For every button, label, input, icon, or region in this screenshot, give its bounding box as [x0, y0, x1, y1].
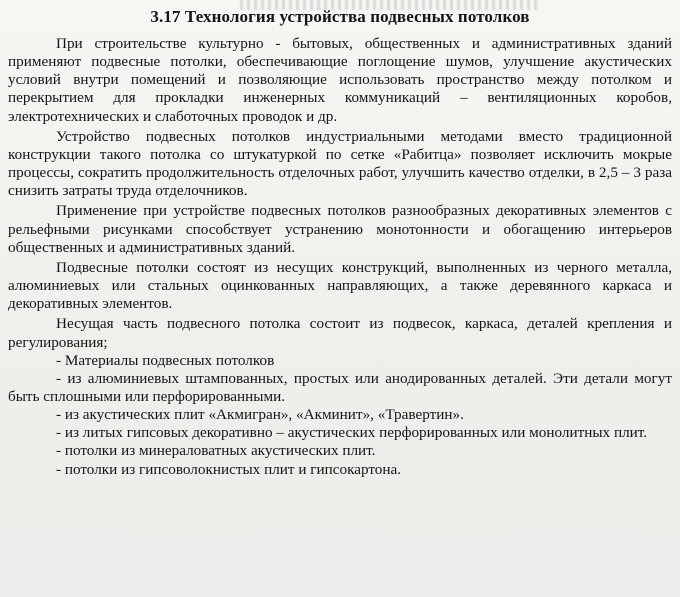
paragraph-1: При строительстве культурно - бытовых, общественных и административных зданий применяют подвесные потолки, обеспечивающие поглощение шумов, улучшение акустических условий внутри помещений и позволяющие использовать пространство между потолком и перекрытием для прокладки инженерных коммуникаций – вентиляционных коробов, электротехнических и слаботочных проводок и др.: [8, 35, 672, 125]
section-title: 3.17 Технология устройства подвесных потолков: [150, 7, 530, 26]
list-item-6: - потолки из гипсоволокнистых плит и гипсокартона.: [56, 460, 402, 478]
list-item-3: - из акустических плит «Акмигран», «Акминит», «Травертин».: [56, 406, 464, 424]
paragraph-5: Несущая часть подвесного потолка состоит из подвесок, каркаса, деталей крепления и регулирования;: [8, 315, 672, 351]
paragraph-3: Применение при устройстве подвесных потолков разнообразных декоративных элементов с рельефными рисунками способствует устранению монотонности и обогащению интерьеров общественных и административных зданий.: [8, 202, 672, 256]
paragraph-2: Устройство подвесных потолков индустриальными методами вместо традиционной конструкции такого потолка со штукатуркой по сетке «Рабитца» позволяет исключить мокрые процессы, сократить продолжительность отделочных работ, улучшить качество отделки, в 2,5 – 3 раза снизить затраты труда отделочников.: [8, 127, 672, 200]
list-item-2: - из алюминиевых штампованных, простых или анодированных деталей. Эти детали могут быть сплошными или перфорированными.: [8, 369, 672, 405]
paragraph-4: Подвесные потолки состоят из несущих конструкций, выполненных из черного металла, алюминиевых или стальных оцинкованных направляющих, а также деревянного каркаса и декоративных элементов.: [8, 258, 672, 313]
body-text: [8, 35, 672, 479]
document-content: [8, 7, 672, 479]
list-item-5: - потолки из минераловатных акустических плит.: [56, 442, 376, 460]
list-item-1: - Материалы подвесных потолков: [56, 351, 275, 369]
list-item-4: - из литых гипсовых декоративно – акустических перфорированных или монолитных плит.: [56, 424, 648, 442]
